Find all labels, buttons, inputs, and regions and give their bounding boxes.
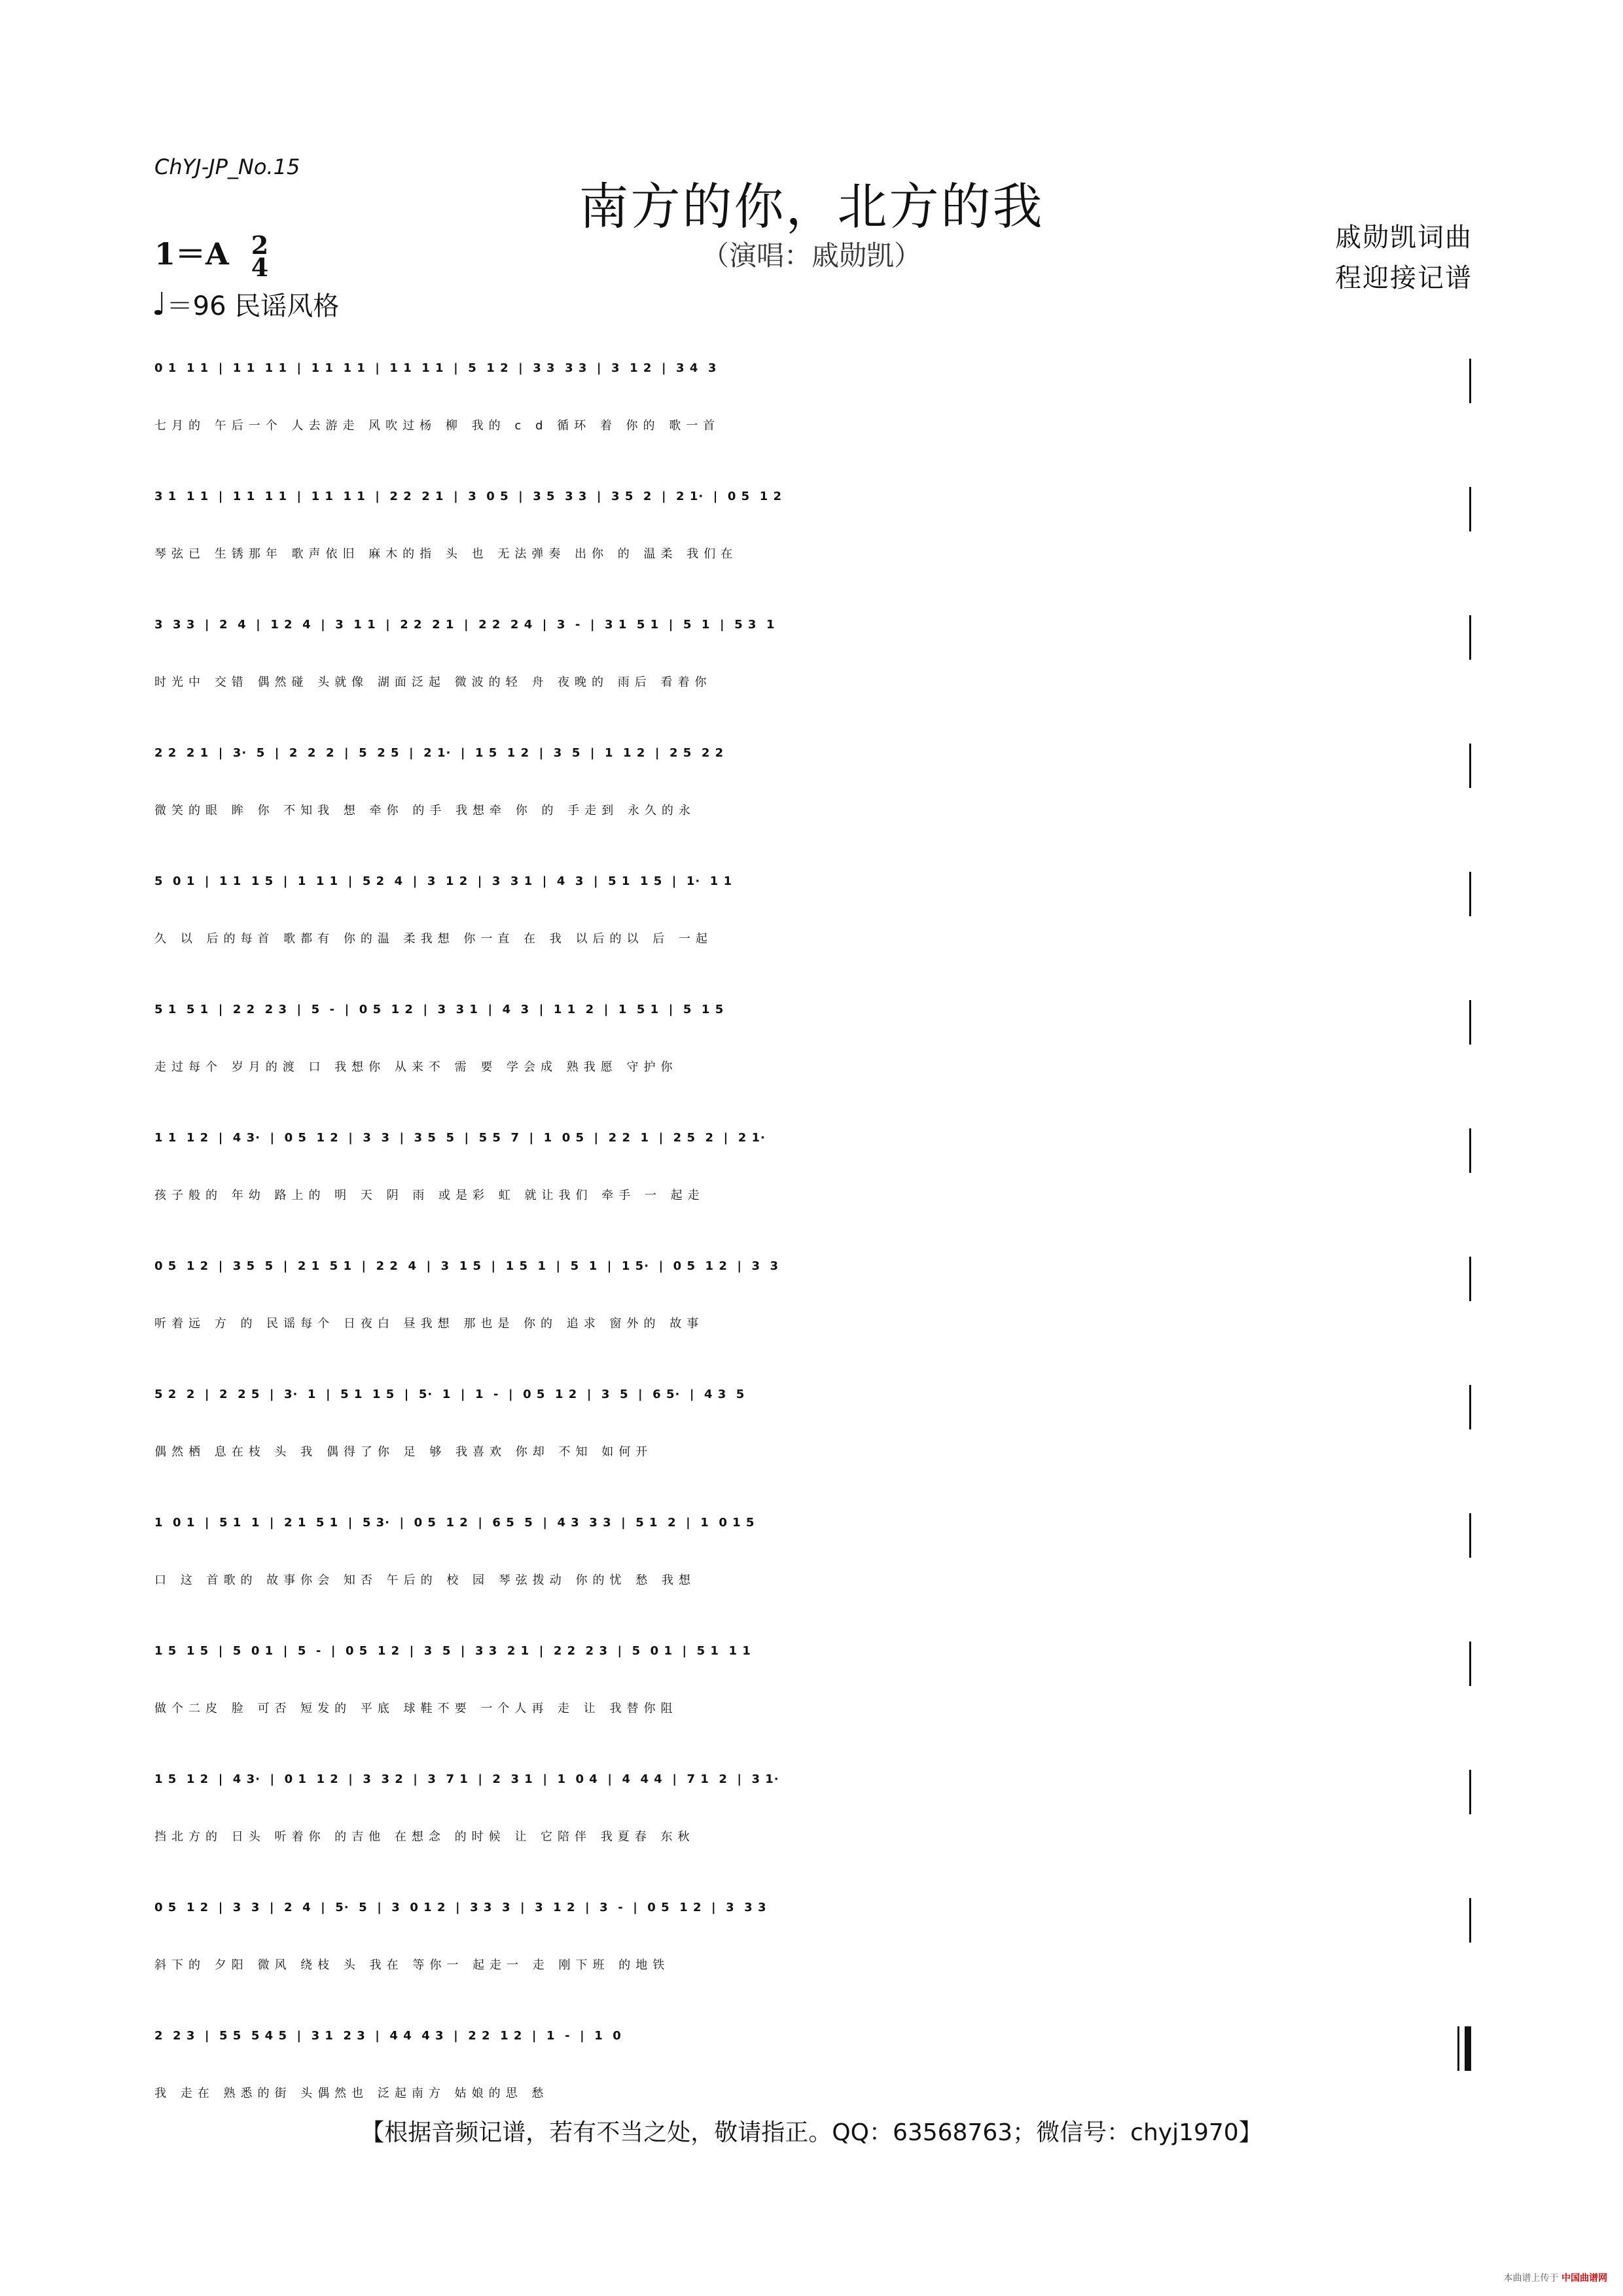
notation-line: 3 1 1 1 | 1 1 1 1 | 1 1 1 1 | 2 2 2 1 | 3 0 5 | 3 5 3 3 | 3 5 2 | 2 1· | 0 5 1 2	[154, 490, 783, 503]
notation-line: 1 5 1 5 | 5 0 1 | 5 - | 0 5 1 2 | 3 5 | 3 3 2 1 | 2 2 2 3 | 5 0 1 | 5 1 1 1	[154, 1644, 751, 1658]
score-system	[154, 867, 1471, 978]
notation-line: 5 1 5 1 | 2 2 2 3 | 5 - | 0 5 1 2 | 3 3 1 | 4 3 | 1 1 2 | 1 5 1 | 5 1 5	[154, 1003, 724, 1016]
lyrics-line: 久 以 后的每首 歌都有 你的温 柔我想 你一直 在 我 以后的以 后 一起	[154, 932, 713, 946]
score-system	[154, 1251, 1471, 1363]
composer-credit: 戚勋凯词曲	[1335, 223, 1472, 253]
lyrics-line: 走过每个 岁月的渡 口 我想你 从来不 需 要 学会成 熟我愿 守护你	[154, 1060, 678, 1074]
notation-line: 0 5 1 2 | 3 3 | 2 4 | 5· 5 | 3 0 1 2 | 3 3 3 | 3 1 2 | 3 - | 0 5 1 2 | 3 3 3	[154, 1901, 767, 1914]
key-label: 1＝A	[154, 236, 229, 272]
score-system	[154, 482, 1471, 593]
score-system	[154, 1636, 1471, 1748]
barline	[1469, 359, 1471, 403]
upload-watermark	[1504, 2271, 1607, 2284]
barline	[1469, 1513, 1471, 1558]
barline	[1469, 1128, 1471, 1173]
score-system	[154, 610, 1471, 721]
barline	[1469, 1385, 1471, 1429]
barline	[1469, 744, 1471, 788]
lyrics-line: 微笑的眼 眸 你 不知我 想 牵你 的手 我想牵 你 的 手走到 永久的永	[154, 804, 696, 817]
time-signature-top: 2	[251, 230, 269, 260]
notation-line: 1 5 1 2 | 4 3· | 0 1 1 2 | 3 3 2 | 3 7 1 | 2 3 1 | 1 0 4 | 4 4 4 | 7 1 2 | 3 1·	[154, 1772, 779, 1786]
score-system	[154, 995, 1471, 1106]
lyrics-line: 琴弦已 生锈那年 歌声依旧 麻木的指 头 也 无法弹奏 出你 的 温柔 我们在	[154, 547, 738, 561]
barline	[1469, 487, 1471, 531]
barline	[1457, 2026, 1459, 2071]
barline	[1469, 1898, 1471, 1943]
notation-line: 2 2 2 1 | 3· 5 | 2 2 2 | 5 2 5 | 2 1· | 1 5 1 2 | 3 5 | 1 1 2 | 2 5 2 2	[154, 746, 724, 760]
lyrics-line: 口 这 首歌的 故事你会 知否 午后的 校 园 琴弦拨动 你的忧 愁 我想	[154, 1573, 696, 1587]
lyrics-line: 听着远 方 的 民谣每个 日夜白 昼我想 那也是 你的 追求 窗外的 故事	[154, 1317, 704, 1331]
lyrics-line: 挡北方的 日头 听着你 的吉他 在想念 的时候 让 它陪伴 我夏春 东秋	[154, 1830, 695, 1844]
score-system	[154, 353, 1471, 465]
final-barline	[1465, 2026, 1471, 2071]
notation-line: 0 5 1 2 | 3 5 5 | 2 1 5 1 | 2 2 4 | 3 1 5 | 1 5 1 | 5 1 | 1 5· | 0 5 1 2 | 3 3	[154, 1259, 779, 1273]
lyrics-line: 偶然栖 息在枝 头 我 偶得了你 足 够 我喜欢 你却 不知 如何开	[154, 1445, 653, 1459]
barline	[1469, 1000, 1471, 1045]
score-system	[154, 1765, 1471, 1876]
lyrics-line: 做个二皮 脸 可否 短发的 平底 球鞋不要 一个人再 走 让 我替你阻	[154, 1702, 678, 1715]
barline	[1469, 1641, 1471, 1686]
barline	[1469, 1770, 1471, 1814]
lyrics-line: 七月的 午后一个 人去游走 风吹过杨 柳 我的 c d 循环 着 你的 歌一首	[154, 419, 721, 433]
key-signature	[154, 230, 269, 282]
credits	[1335, 217, 1472, 298]
notation-line: 1 1 1 2 | 4 3· | 0 5 1 2 | 3 3 | 3 5 5 | 5 5 7 | 1 0 5 | 2 2 1 | 2 5 2 | 2 1·	[154, 1131, 766, 1145]
time-signature-bottom: 4	[251, 253, 269, 282]
quarter-note-icon: ♩	[152, 286, 167, 323]
lyrics-line: 我 走在 熟悉的街 头偶然也 泛起南方 姑娘的思 愁	[154, 2087, 549, 2100]
score-code: ChYJ-JP_No.15	[154, 154, 300, 179]
page-title: 南方的你，北方的我	[579, 177, 1044, 236]
score-system	[154, 1893, 1471, 2004]
score-system	[154, 1508, 1471, 1619]
notation-line: 0 1 1 1 | 1 1 1 1 | 1 1 1 1 | 1 1 1 1 | 5 1 2 | 3 3 3 3 | 3 1 2 | 3 4 3	[154, 361, 717, 375]
notation-line: 5 0 1 | 1 1 1 5 | 1 1 1 | 5 2 4 | 3 1 2 | 3 3 1 | 4 3 | 5 1 1 5 | 1· 1 1	[154, 874, 733, 888]
barline	[1469, 1257, 1471, 1301]
score-system	[154, 738, 1471, 850]
lyrics-line: 斜下的 夕阳 微风 绕枝 头 我在 等你一 起走一 走 刚下班 的地铁	[154, 1958, 670, 1972]
score-system	[154, 1380, 1471, 1491]
watermark-prefix: 本曲谱上传于	[1503, 2273, 1559, 2284]
lyrics-line: 孩子般的 年幼 路上的 明 天 阴 雨 或是彩 虹 就让我们 牵手 一 起走	[154, 1189, 705, 1202]
time-signature	[251, 230, 269, 282]
notation-line: 5 2 2 | 2 2 5 | 3· 1 | 5 1 1 5 | 5· 1 | 1 - | 0 5 1 2 | 3 5 | 6 5· | 4 3 5	[154, 1388, 745, 1401]
score-system	[154, 1123, 1471, 1234]
footer-note: 【根据音频记谱，若有不当之处，敬请指正。QQ：63568763；微信号：chyj1970】	[361, 2119, 1262, 2146]
barline	[1469, 615, 1471, 660]
lyrics-line: 时光中 交错 偶然碰 头就像 湖面泛起 微波的轻 舟 夜晚的 雨后 看着你	[154, 675, 712, 689]
singer-credit: （演唱：戚勋凯）	[701, 240, 921, 272]
barline	[1469, 872, 1471, 916]
tempo-label: ＝96 民谣风格	[166, 291, 340, 321]
notation-line: 1 0 1 | 5 1 1 | 2 1 5 1 | 5 3· | 0 5 1 2 | 6 5 5 | 4 3 3 3 | 5 1 2 | 1 0 1 5	[154, 1516, 755, 1530]
tempo-marking	[152, 285, 339, 323]
watermark-site: 中国曲谱网	[1561, 2273, 1607, 2284]
notation-line: 2 2 3 | 5 5 5 4 5 | 3 1 2 3 | 4 4 4 3 | 2 2 1 2 | 1 - | 1 0	[154, 2029, 622, 2043]
notation-line: 3 3 3 | 2 4 | 1 2 4 | 3 1 1 | 2 2 2 1 | 2 2 2 4 | 3 - | 3 1 5 1 | 5 1 | 5 3 1	[154, 618, 776, 632]
transcriber-credit: 程迎接记谱	[1335, 263, 1472, 293]
